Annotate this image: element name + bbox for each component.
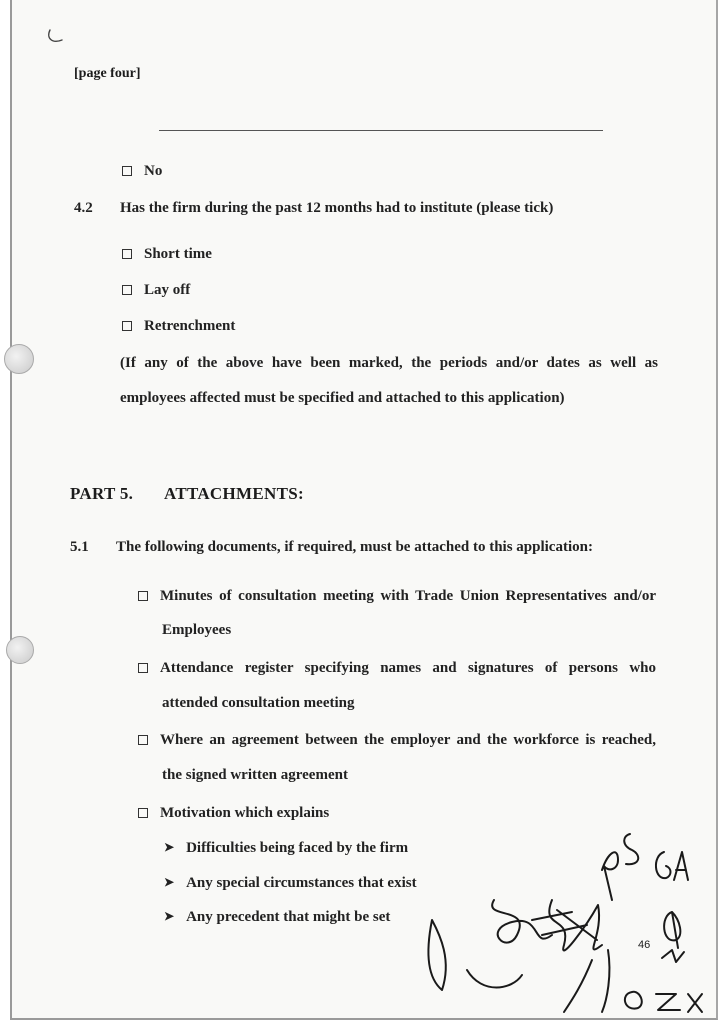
option-retrenchment-label: Retrenchment [144, 318, 236, 334]
subitem-circumstances-label: Any special circumstances that exist [186, 875, 417, 891]
attachment-minutes-line1: Minutes of consultation meeting with Trade Union Representatives and/or [160, 588, 656, 604]
subitem-precedent-label: Any precedent that might be set [186, 909, 391, 925]
document-page [10, 0, 718, 1020]
note-line-1: (If any of the above have been marked, the periods and/or dates as well as [120, 355, 658, 371]
attachment-agreement-line2: the signed written agreement [162, 767, 348, 783]
page-label: [page four] [74, 66, 141, 81]
option-lay-off-label: Lay off [144, 282, 191, 298]
option-short-time-label: Short time [144, 246, 212, 262]
attachment-register-line2: attended consultation meeting [162, 695, 355, 711]
note-line-2: employees affected must be specified and attached to this application) [120, 390, 565, 406]
arrow-bullet-icon: ➤ [164, 909, 175, 923]
question-4-2-text: Has the firm during the past 12 months had to institute (please tick) [120, 200, 554, 216]
question-5-1-number: 5.1 [70, 539, 89, 555]
part-5-title: ATTACHMENTS: [164, 484, 304, 503]
attachment-minutes-line2: Employees [162, 622, 232, 638]
attachment-motivation-line1: Motivation which explains [160, 805, 330, 821]
question-5-1-text: The following documents, if required, must be attached to this application: [116, 539, 593, 555]
subitem-difficulties-label: Difficulties being faced by the firm [186, 840, 409, 856]
part-5-number: PART 5. [70, 484, 134, 503]
question-4-2-number: 4.2 [74, 200, 93, 216]
arrow-bullet-icon: ➤ [164, 840, 175, 854]
page-number: 46 [638, 939, 651, 951]
option-no-label: No [144, 163, 163, 179]
arrow-bullet-icon: ➤ [164, 875, 175, 889]
handwritten-signatures [12, 0, 720, 1020]
attachment-register-line1: Attendance register specifying names and signatures of persons who [160, 660, 656, 676]
attachment-agreement-line1: Where an agreement between the employer and the workforce is reached, [160, 732, 656, 748]
